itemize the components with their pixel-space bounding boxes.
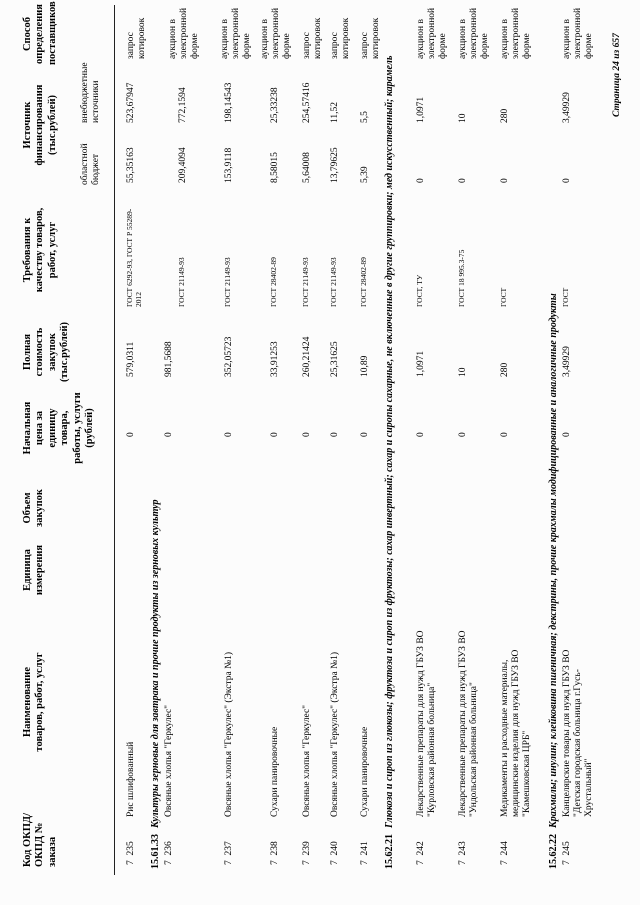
header-code: Код ОКПД/ ОКПД № заказа <box>22 812 58 867</box>
row-239-order: 7 239 <box>302 841 312 865</box>
row-244-total: 280 <box>500 362 510 377</box>
row-239-regional: 5,64008 <box>302 152 312 183</box>
row-242-offbudget: 1,0971 <box>416 96 426 123</box>
row-242-total: 1,0971 <box>416 350 426 377</box>
row-235-method: запрос котировок <box>126 17 147 59</box>
header-funding-regional: областной бюджет <box>80 143 101 185</box>
row-244-method: аукцион в электронной форме <box>500 7 532 59</box>
header-volume: Объем закупок <box>22 489 46 527</box>
row-240-requirements: ГОСТ 21149-93 <box>329 257 338 307</box>
row-243-regional: 0 <box>458 178 468 183</box>
row-241-price: 0 <box>360 432 370 437</box>
row-238-total: 33,91253 <box>270 341 280 377</box>
row-242-method: аукцион в электронной форме <box>416 7 448 59</box>
row-239-total: 260,21424 <box>302 336 312 377</box>
row-238-offbudget: 25,33238 <box>270 87 280 123</box>
row-235-offbudget: 523,67947 <box>126 82 136 123</box>
row-236-regional: 209,4094 <box>178 147 188 183</box>
row-241-offbudget: 5,5 <box>360 111 370 123</box>
row-241-total: 10,89 <box>360 355 370 377</box>
row-243-requirements: ГОСТ 18 995.3-75 <box>457 249 466 307</box>
section-15-61-33: 15.61.33Культуры зерновые для завтрака и прочие продукты из зерновых культур <box>150 499 161 869</box>
row-241-method: запрос котировок <box>360 17 381 59</box>
row-235-price: 0 <box>126 432 136 437</box>
row-242-price: 0 <box>416 432 426 437</box>
header-funding: Источник финансирования (тыс.рублей) <box>22 84 58 166</box>
row-245-total: 3,49929 <box>562 346 572 377</box>
row-236-total: 981,5688 <box>164 341 174 377</box>
row-242-regional: 0 <box>416 178 426 183</box>
row-244-offbudget: 280 <box>500 108 510 123</box>
header-name: Наименование товаров, работ, услуг <box>22 652 46 752</box>
header-funding-offbudget: внебюджетные источники <box>80 62 101 123</box>
row-241-name: Сухари панировочные <box>360 726 370 817</box>
row-245-offbudget: 3,49929 <box>562 92 572 123</box>
row-242-requirements: ГОСТ, ТУ <box>415 274 424 307</box>
row-237-name: Овсяные хлопья "Геркулес" (Экстра №1) <box>224 651 234 817</box>
row-242-order: 7 242 <box>416 841 426 865</box>
row-239-requirements: ГОСТ 21149-93 <box>301 257 310 307</box>
row-238-order: 7 238 <box>270 841 280 865</box>
row-235-name: Рис шлифованный <box>126 741 136 817</box>
row-237-price: 0 <box>224 432 234 437</box>
row-243-total: 10 <box>458 367 468 377</box>
header-method: Способ определения поставщиков <box>22 1 58 65</box>
row-239-method: запрос котировок <box>302 17 323 59</box>
row-244-requirements: ГОСТ <box>499 287 508 307</box>
header-requirements: Требования к качеству товаров, работ, услуг <box>22 207 58 293</box>
row-239-offbudget: 254,57416 <box>302 82 312 123</box>
row-237-total: 352,05723 <box>224 336 234 377</box>
row-243-order: 7 243 <box>458 841 468 865</box>
row-239-price: 0 <box>302 432 312 437</box>
row-237-requirements: ГОСТ 21149-93 <box>223 257 232 307</box>
row-245-method: аукцион в электронной форме <box>562 7 594 59</box>
row-240-method: запрос котировок <box>330 17 351 59</box>
row-240-regional: 13,79625 <box>330 147 340 183</box>
row-238-name: Сухари панировочные <box>270 726 280 817</box>
row-237-order: 7 237 <box>224 841 234 865</box>
row-237-offbudget: 198,14543 <box>224 82 234 123</box>
row-245-name: Канцелярские товары для нужд ГБУЗ ВО "Детская городская больница г.Гусь-Хрустальный" <box>562 649 594 817</box>
row-237-method: аукцион в электронной форме <box>220 7 252 59</box>
row-243-name: Лекарственные препараты для нужд ГБУЗ ВО "Ундольская районная больница" <box>458 630 479 817</box>
section-15-62-22: 15.62.22Крахмалы; инулин; клейковина пшеничная; декстрины, прочие крахмалы модифицированные и аналогичные продукты <box>548 293 559 869</box>
row-241-order: 7 241 <box>360 841 370 865</box>
row-236-name: Овсяные хлопья "Геркулес" <box>164 704 174 817</box>
row-243-price: 0 <box>458 432 468 437</box>
row-239-name: Овсяные хлопья "Геркулес" <box>302 704 312 817</box>
row-238-price: 0 <box>270 432 280 437</box>
row-240-offbudget: 11,52 <box>330 101 340 123</box>
section-15-62-21: 15.62.21Глюкоза и сироп из глюкозы; фруктоза и сироп из фруктозы; сахар инвертный; сахар и сиропы сахарные, не включенные в другие группировки; мед искусственный; карамель <box>384 55 395 869</box>
row-241-regional: 5,39 <box>360 166 370 183</box>
row-236-offbudget: 772,1594 <box>178 87 188 123</box>
row-237-regional: 153,9118 <box>224 147 234 183</box>
row-245-regional: 0 <box>562 178 572 183</box>
page-number: Страница 24 из 657 <box>612 33 622 117</box>
row-245-requirements: ГОСТ <box>561 287 570 307</box>
row-242-name: Лекарственные препараты для нужд ГБУЗ ВО "Курловская районная больница" <box>416 630 437 817</box>
row-243-offbudget: 10 <box>458 113 468 123</box>
row-245-price: 0 <box>562 432 572 437</box>
row-236-requirements: ГОСТ 21149-93 <box>177 257 186 307</box>
row-241-requirements: ГОСТ 28402-89 <box>359 257 368 307</box>
header-unit: Единица измерения <box>22 544 46 596</box>
row-236-price: 0 <box>164 432 174 437</box>
row-238-method: аукцион в электронной форме <box>260 7 292 59</box>
header-total: Полная стоимость закупок (тыс.рублей) <box>22 321 71 383</box>
row-240-total: 25,31625 <box>330 341 340 377</box>
row-243-method: аукцион в электронной форме <box>458 7 490 59</box>
row-244-price: 0 <box>500 432 510 437</box>
row-244-name: Медикаменты и расходные материалы, медицинские изделия для нужд ГБУЗ ВО "Камешковская ЦРБ" <box>500 649 532 817</box>
row-235-regional: 55,35163 <box>126 147 136 183</box>
row-245-order: 7 245 <box>562 841 572 865</box>
row-240-price: 0 <box>330 432 340 437</box>
row-244-order: 7 244 <box>500 841 510 865</box>
row-238-regional: 8,58015 <box>270 152 280 183</box>
row-235-total: 579,0311 <box>126 341 136 377</box>
row-240-name: Овсяные хлопья "Геркулес" (Экстра №1) <box>330 651 340 817</box>
row-244-regional: 0 <box>500 178 510 183</box>
row-236-method: аукцион в электронной форме <box>168 7 200 59</box>
row-235-requirements: ГОСТ 6292-93, ГОСТ Р 55289-2012 <box>125 208 143 307</box>
header-price: Начальная цена за единицу товара, работы, услуги (рублей) <box>22 392 95 464</box>
row-236-order: 7 236 <box>164 841 174 865</box>
row-240-order: 7 240 <box>330 841 340 865</box>
row-238-requirements: ГОСТ 28402-89 <box>269 257 278 307</box>
header-divider <box>114 5 115 875</box>
row-235-order: 7 235 <box>126 841 136 865</box>
